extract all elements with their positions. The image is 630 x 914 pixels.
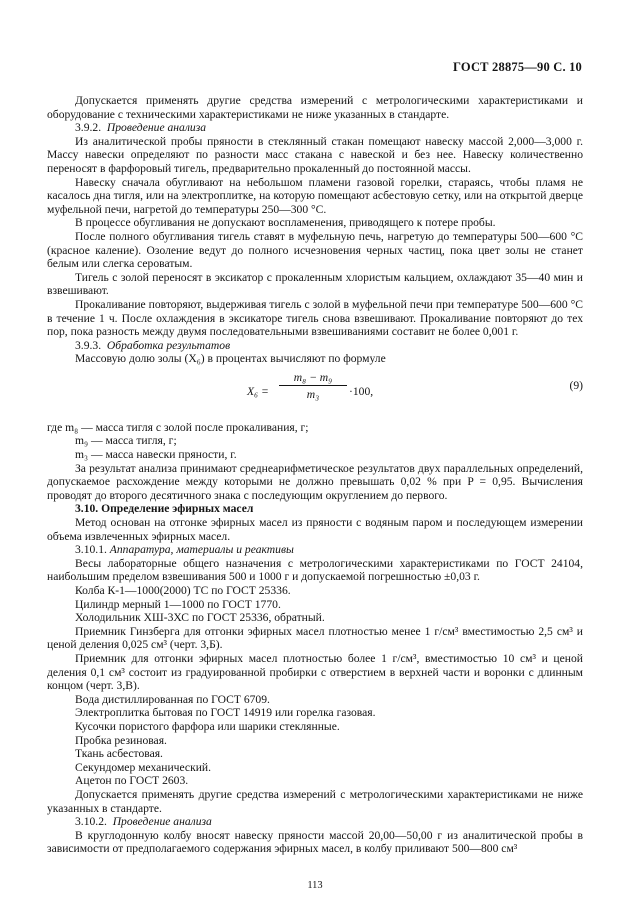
paragraph: В процессе обугливания не допускают воспламенения, приводящего к потере пробы. [75,216,496,230]
paragraph: Весы лабораторные общего назначения с метрологическими характеристиками по ГОСТ 24104, наибольшим пределом взвешивания 500 и 1000 г и допускаемой погрешностью ±0,03 г. [47,556,583,584]
formula-lhs: X₆ = [247,384,269,398]
paragraph: Допускается применять другие средства измерений с метрологическими характеристиками и оборудование с техническими характеристиками не ниже указанных в стандарте. [47,94,583,121]
list-item: Секундомер механический. [75,760,212,774]
variable-definition: m₉ — масса тигля, г; [75,434,177,448]
formula-multiplier: ·100, [349,384,374,398]
paragraph: Метод основан на отгонке эфирных масел из пряности с водяным паром и последующем измерении объема извлеченных эфирных масел. [47,516,583,543]
paragraph: Из аналитической пробы пряности в стеклянный стакан помещают навеску массой 2,000—3,000 г. Массу навески определяют по разности масс стакана с навеской и без нее. Навеску количественно переносят в фарфоровый тигель, предварительно прокаленный до постоянной массы. [47,134,583,175]
variable-definition: m₃ — масса навески пряности, г. [75,448,237,462]
paragraph: Прокаливание повторяют, выдерживая тигель с золой в муфельной печи при температуре 500—600 °С в течение 1 ч. После охлаждения в эксикаторе тигель снова взвешивают. Прокаливание повторяют до тех пор, пока разность между двумя последовательными взвешиваниями составит не более 0,001 г. [47,297,583,339]
section-number: 3.9.3. [75,338,102,352]
formula-fraction [279,371,347,402]
list-item: Электроплитка бытовая по ГОСТ 14919 или горелка газовая. [75,706,376,720]
page-number: 113 [307,880,323,891]
section-heading-3-10-2 [47,815,583,829]
variable-definition: где m₈ — масса тигля с золой после прокаливания, г; [47,420,309,434]
list-item: Пробка резиновая. [75,733,167,747]
paragraph: Приемник Гинзберга для отгонки эфирных масел плотностью менее 1 г/см³ вместимостью 2,5 см³ и ценой деления 0,025 см³ (черт. 3,Б). [47,624,583,652]
list-item: Ткань асбестовая. [75,747,163,761]
section-heading-3-10-1 [47,543,583,557]
paragraph: Навеску сначала обугливают на небольшом пламени газовой горелки, стараясь, чтобы пламя не касалось дна тигля, или на электроплитке, на которую помещают асбестовую сетку, или на открытой дверце муфельной печи, нагретой до температуры 250—300 °С. [47,175,583,216]
list-item: Колба К-1—1000(2000) ТС по ГОСТ 25336. [75,584,291,597]
variable-definitions [47,421,583,462]
section-heading-3-9-2 [47,121,583,135]
section-heading-3-10: 3.10. Определение эфирных масел [75,502,254,516]
formula-9 [47,369,583,417]
list-item: Ацетон по ГОСТ 2603. [75,774,189,788]
section-title: Проведение анализа [112,815,212,829]
list-item: Цилиндр мерный 1—1000 по ГОСТ 1770. [75,597,281,611]
paragraph: После полного обугливания тигель ставят в муфельную печь, нагретую до температуры 500—600 °С (красное каление). Озоление ведут до полного исчезновения черных частиц, пока цвет золы не станет белым или слегка сероватым. [47,229,583,271]
formula-numerator: m₈ − m₉ [279,371,347,387]
section-title: Обработка результатов [106,338,231,352]
document-body [47,94,583,856]
paragraph: В круглодонную колбу вносят навеску пряности массой 20,00—50,00 г из аналитической пробы в зависимости от предполагаемого содержания эфирных масел, в колбу приливают 500—800 см³ [47,828,583,856]
section-heading-3-9-3 [47,339,583,353]
equation-number: (9) [569,378,583,392]
paragraph: Тигель с золой переносят в эксикатор с прокаленным хлористым кальцием, охлаждают 35—40 мин и взвешивают. [47,270,583,298]
list-item: Холодильник ХШ-3ХС по ГОСТ 25336, обратный. [75,611,325,625]
section-title: Проведение анализа [106,121,207,135]
section-number: 3.10.1. [75,543,107,557]
page-header: ГОСТ 28875—90 С. 10 [453,60,582,74]
paragraph: Приемник для отгонки эфирных масел плотностью более 1 г/см³, вместимостью 10 см³ и ценой деления 0,1 см³ состоит из градуированной пробирки с отверстием в верхней части и воронки с длинным концом (черт. 3,В). [47,651,583,693]
paragraph: Массовую долю золы (X₆) в процентах вычисляют по формуле [75,352,386,366]
formula-denominator: m₃ [306,388,320,402]
paragraph: Допускается применять другие средства измерений с метрологическими характеристиками не ниже указанных в стандарте. [47,787,583,815]
list-item: Кусочки пористого фарфора или шарики стеклянные. [75,719,340,733]
section-number: 3.9.2. [75,121,102,135]
list-item: Вода дистиллированная по ГОСТ 6709. [75,692,270,706]
paragraph: За результат анализа принимают среднеарифметическое результатов двух параллельных определений, допускаемое расхождение между которыми не должно превышать 0,02 % при P = 0,95. Вычисления проводят до второго десятичного знака с последующим округлением до первого. [47,461,583,502]
section-title: Аппаратура, материалы и реактивы [109,543,294,557]
section-number: 3.10.2. [75,815,107,829]
